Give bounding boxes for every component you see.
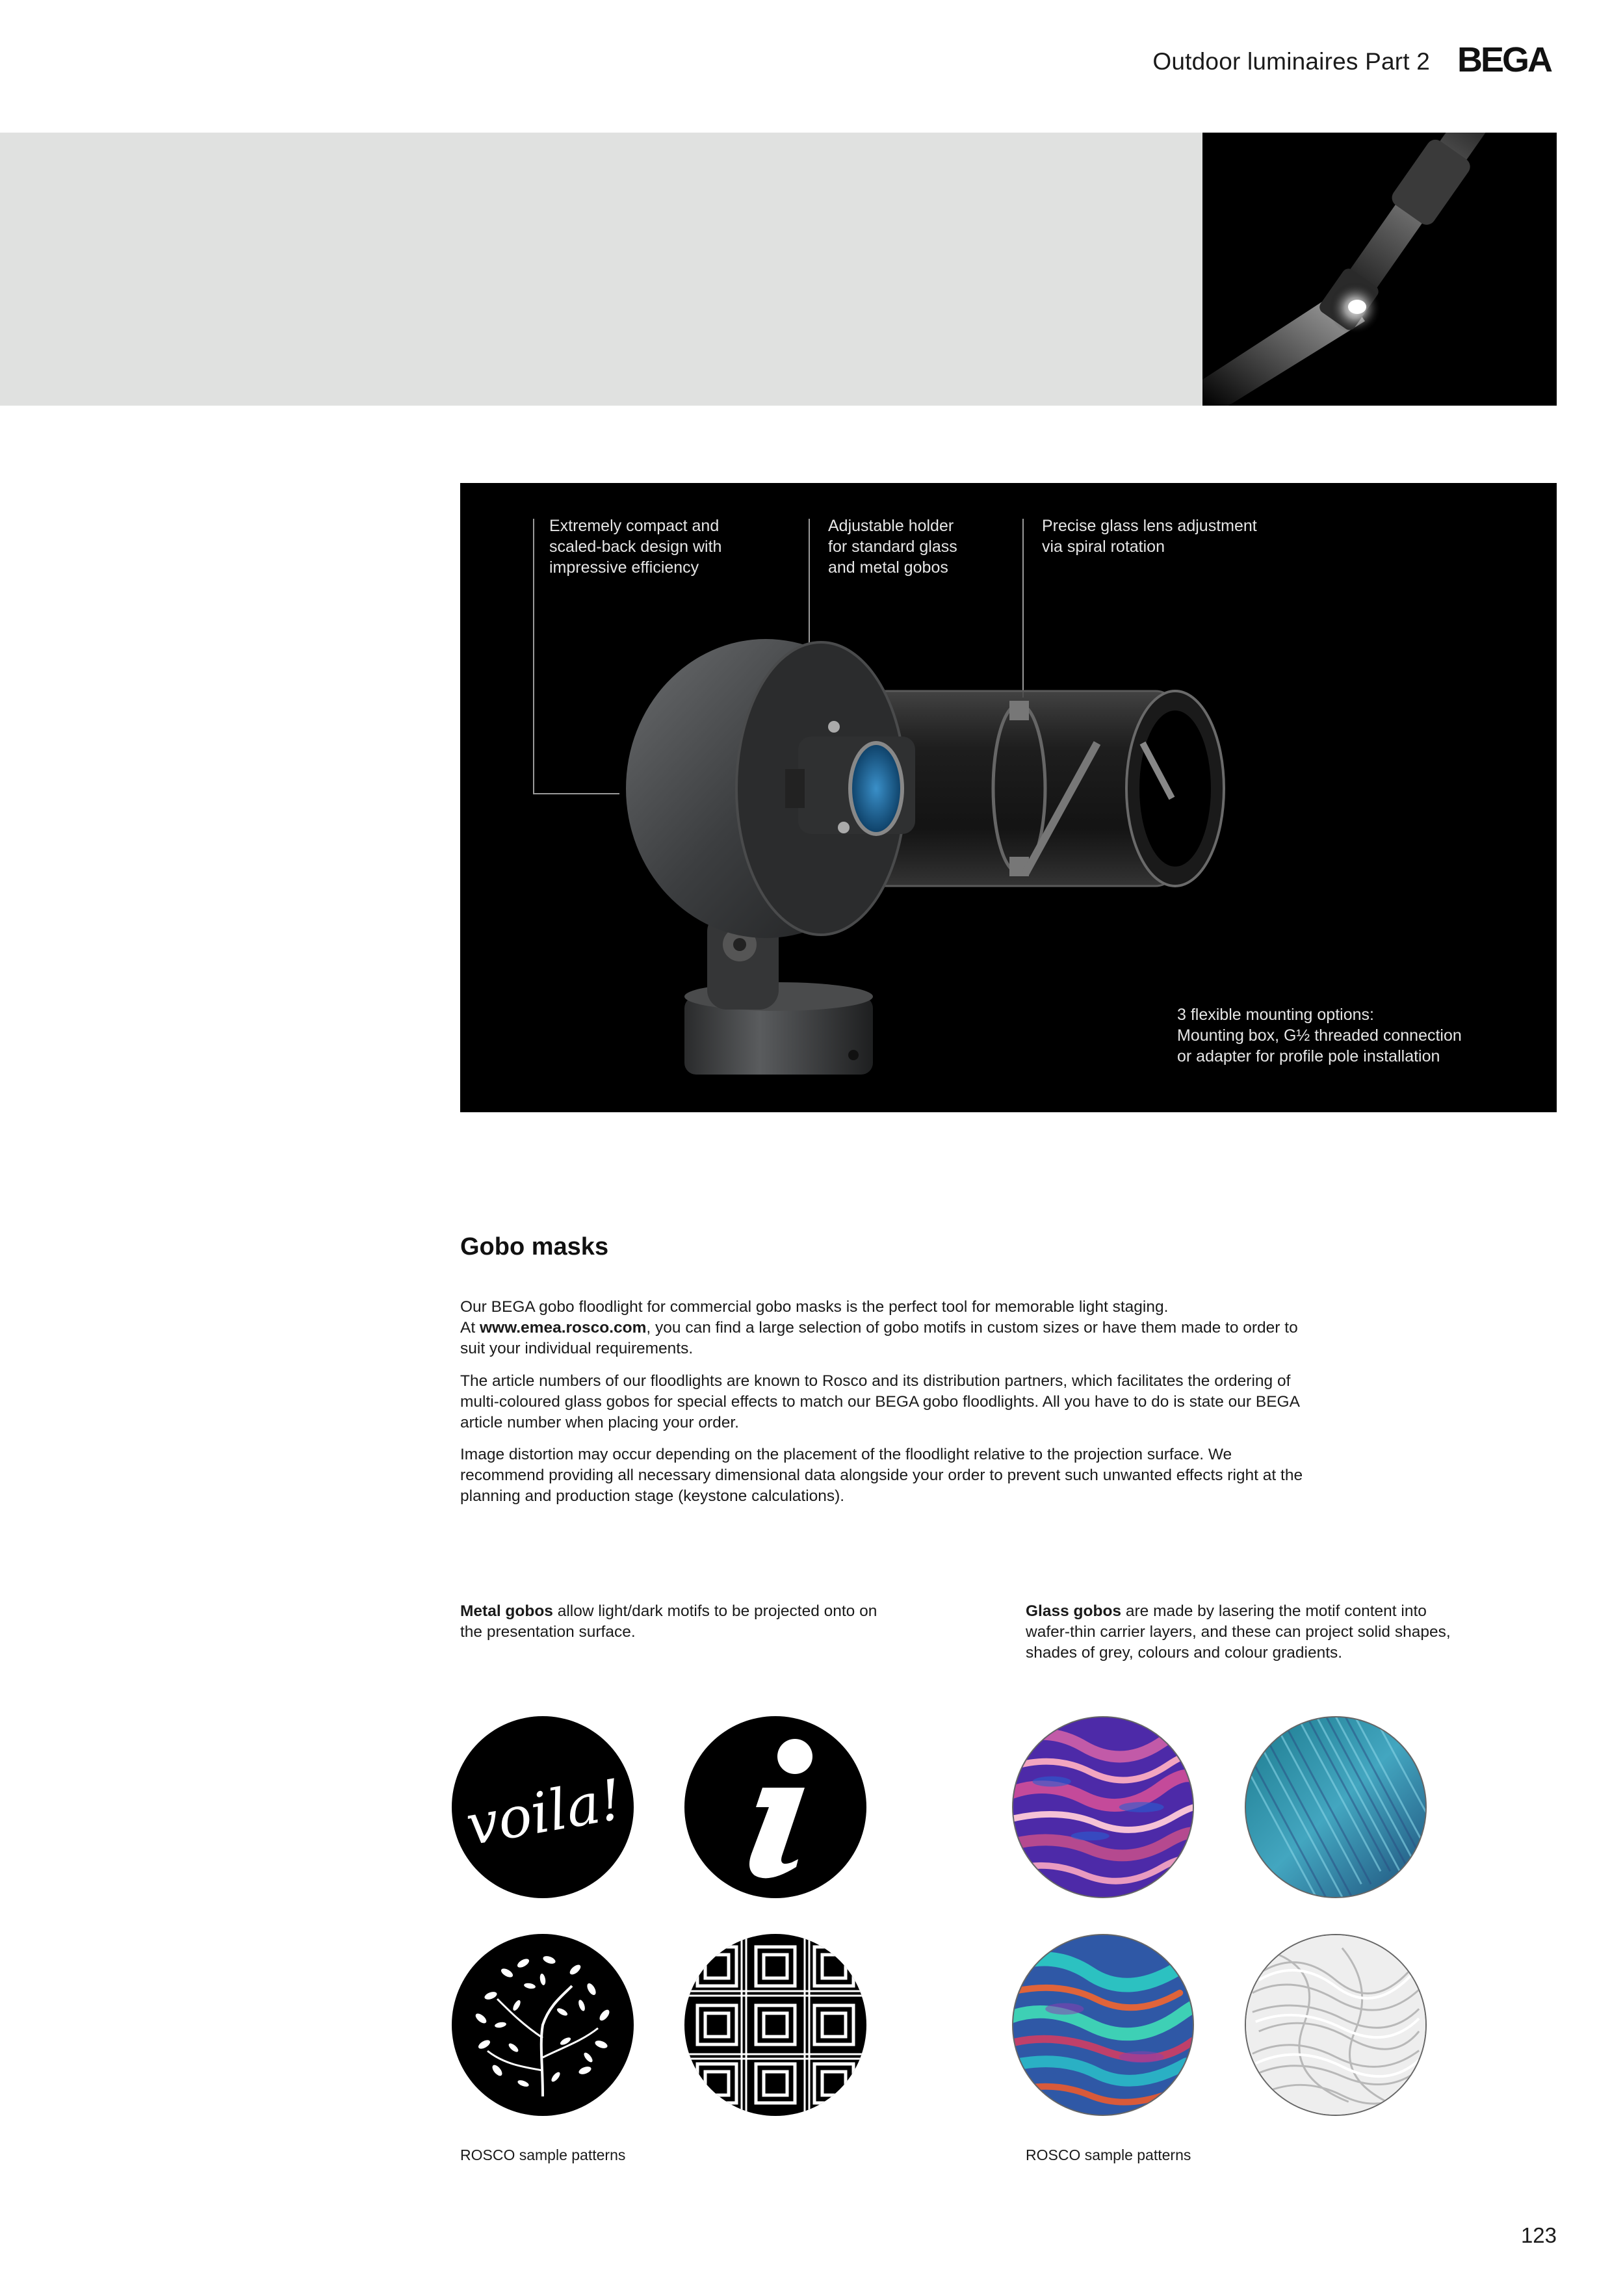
callout-compact-design: Extremely compact and scaled-back design with impressive efficiency bbox=[549, 517, 722, 577]
glass-gobo-purple-waves bbox=[1012, 1716, 1194, 1898]
metal-gobo-voila-text: voila! bbox=[461, 1767, 627, 1859]
metal-gobo-geometric bbox=[684, 1934, 866, 2116]
paragraph-intro-prefix: At bbox=[460, 1319, 480, 1337]
bega-logo bbox=[1456, 40, 1560, 79]
section-heading: Gobo masks bbox=[460, 1233, 609, 1260]
paragraph-intro-line1: Our BEGA gobo floodlight for commercial gobo masks is the perfect tool for memorable light staging. bbox=[460, 1298, 1169, 1316]
glass-gobos-caption: ROSCO sample patterns bbox=[1026, 2146, 1191, 2163]
callout-adjustable-holder: Adjustable holder for standard glass and metal gobos bbox=[828, 517, 957, 577]
rosco-link[interactable]: www.emea.rosco.com bbox=[479, 1319, 647, 1337]
metal-gobos-title: Metal gobos bbox=[460, 1602, 553, 1620]
glass-gobo-marbled bbox=[1012, 1934, 1194, 2116]
metal-gobo-info-icon bbox=[684, 1716, 866, 1898]
paragraph-article-numbers: The article numbers of our floodlights are known to Rosco and its distribution partners, which facilitates the ordering of multi-coloured glass gobos for special effects to match our BEGA gobo floodlights. All you have to do is state our BEGA article number when placing your order. bbox=[460, 1372, 1299, 1431]
bega-logo-text: BEGA bbox=[1457, 40, 1552, 79]
glass-gobo-white-texture bbox=[1245, 1934, 1427, 2116]
metal-gobos-caption: ROSCO sample patterns bbox=[460, 2146, 626, 2163]
metal-gobos-text bbox=[460, 1601, 889, 1643]
callout-lens-adjustment: Precise glass lens adjustment via spiral rotation bbox=[1042, 517, 1257, 556]
product-feature-panel bbox=[460, 483, 1557, 1112]
header-band bbox=[0, 133, 1202, 406]
glass-gobos-description: are made by lasering the motif content into wafer-thin carrier layers, and these can project solid shapes, shades of grey, colours and colour gradients. bbox=[1026, 1602, 1451, 1662]
paragraph-intro-line2 bbox=[460, 1318, 1305, 1359]
hero-photo bbox=[1202, 133, 1557, 406]
metal-gobos-description: allow light/dark motifs to be projected onto on the presentation surface. bbox=[460, 1602, 877, 1641]
document-title: Outdoor luminaires Part 2 bbox=[1152, 48, 1430, 75]
metal-gobo-floral bbox=[452, 1934, 634, 2116]
metal-gobo-voila bbox=[452, 1716, 634, 1898]
page-number: 123 bbox=[1520, 2223, 1557, 2247]
paragraph-distortion: Image distortion may occur depending on the placement of the floodlight relative to the projection surface. We recommend providing all necessary dimensional data alongside your order to prevent such unwanted effects right at the planning and production stage (keystone calculations). bbox=[460, 1446, 1303, 1505]
glass-gobos-title: Glass gobos bbox=[1026, 1602, 1122, 1620]
glass-gobo-teal-diagonal bbox=[1245, 1716, 1427, 1898]
glass-gobos-text bbox=[1026, 1601, 1455, 1663]
paragraph-intro bbox=[460, 1297, 1305, 1359]
callout-mounting-options: 3 flexible mounting options: Mounting box, G½ threaded connection or adapter for profile pole installation bbox=[1177, 1006, 1462, 1065]
paragraph-intro-suffix: , you can find a large selection of gobo motifs in custom sizes or have them made to order to suit your individual requirements. bbox=[460, 1319, 1298, 1357]
